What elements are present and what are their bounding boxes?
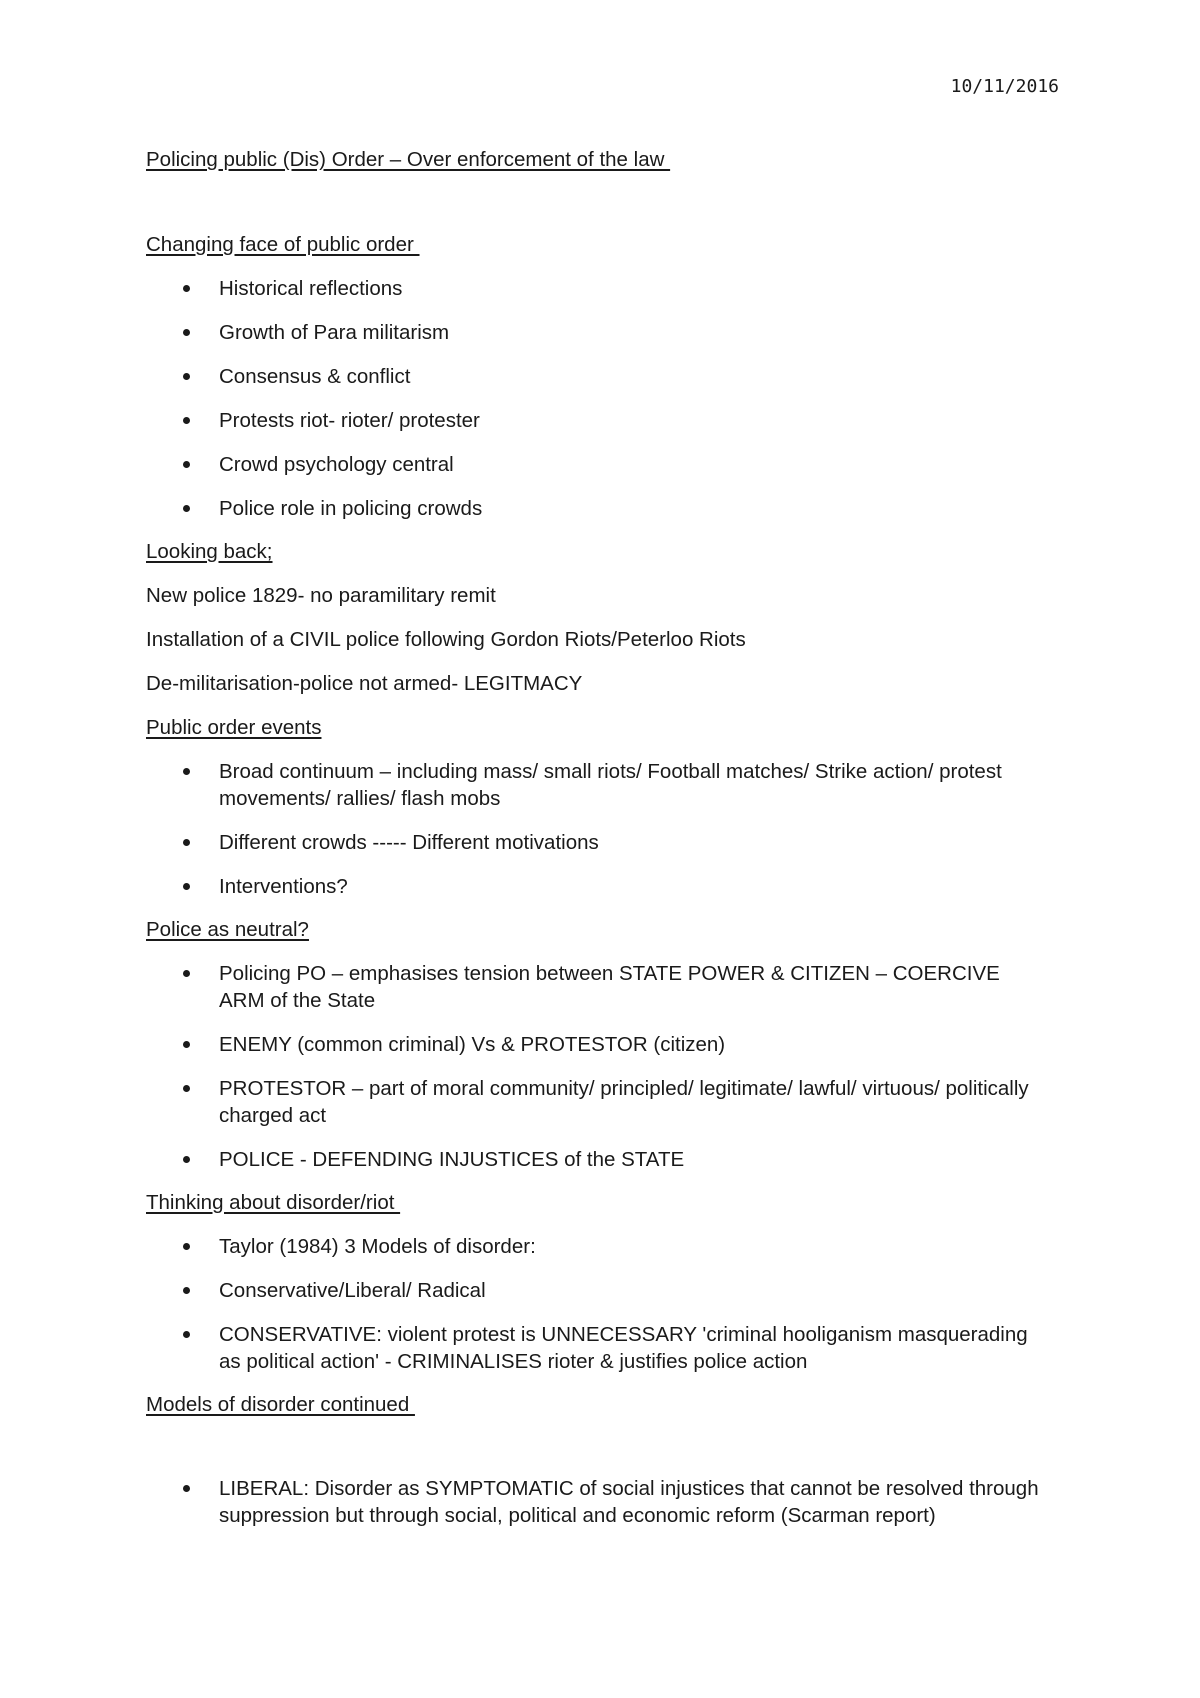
bullet-icon: [183, 1485, 190, 1492]
document-title: Policing public (Dis) Order – Over enforcement of the law: [146, 148, 671, 171]
bullet-icon: [183, 505, 190, 512]
bullet-icon: [183, 1041, 190, 1048]
heading-looking-back: Looking back;: [146, 540, 273, 563]
bullet-icon: [183, 1156, 190, 1163]
list-item: Policing PO – emphasises tension between STATE POWER & CITIZEN – COERCIVE ARM of the State: [146, 960, 1046, 1014]
list-item: ENEMY (common criminal) Vs & PROTESTOR (citizen): [146, 1031, 1046, 1058]
list-item: Growth of Para militarism: [146, 319, 1046, 346]
heading-police-neutral: Police as neutral?: [146, 918, 309, 941]
list-item: Conservative/Liberal/ Radical: [146, 1277, 1046, 1304]
paragraph-line: Installation of a CIVIL police following Gordon Riots/Peterloo Riots: [146, 628, 746, 651]
list-item: Interventions?: [146, 873, 1046, 900]
list-item: Protests riot- rioter/ protester: [146, 407, 1046, 434]
list-item: Broad continuum – including mass/ small riots/ Football matches/ Strike action/ protest movements/ rallies/ flash mobs: [146, 758, 1046, 812]
bullet-icon: [183, 970, 190, 977]
list-item: PROTESTOR – part of moral community/ principled/ legitimate/ lawful/ virtuous/ politically charged act: [146, 1075, 1046, 1129]
paragraph-line: De-militarisation-police not armed- LEGITMACY: [146, 672, 583, 695]
document-body: [146, 147, 1046, 1529]
bullet-icon: [183, 373, 190, 380]
heading-public-order-events: Public order events: [146, 716, 322, 739]
bullet-icon: [183, 329, 190, 336]
list-item: Taylor (1984) 3 Models of disorder:: [146, 1233, 1046, 1260]
list-item: Historical reflections: [146, 275, 1046, 302]
list-item: CONSERVATIVE: violent protest is UNNECESSARY 'criminal hooliganism masquerading as political action' - CRIMINALISES rioter & justifies police action: [146, 1321, 1046, 1375]
bullet-icon: [183, 461, 190, 468]
list-item: Different crowds ----- Different motivations: [146, 829, 1046, 856]
bullet-icon: [183, 883, 190, 890]
bullet-icon: [183, 768, 190, 775]
bullet-icon: [183, 1331, 190, 1338]
bullet-icon: [183, 417, 190, 424]
paragraph-line: New police 1829- no paramilitary remit: [146, 584, 496, 607]
list-item: Crowd psychology central: [146, 451, 1046, 478]
document-date: 10/11/2016: [950, 76, 1059, 97]
list-item: Consensus & conflict: [146, 363, 1046, 390]
bullet-icon: [183, 1287, 190, 1294]
list-item: Police role in policing crowds: [146, 495, 1046, 522]
heading-changing-face: Changing face of public order: [146, 233, 420, 256]
list-item: LIBERAL: Disorder as SYMPTOMATIC of social injustices that cannot be resolved through suppression but through social, political and economic reform (Scarman report): [146, 1475, 1046, 1529]
bullet-icon: [183, 1243, 190, 1250]
heading-thinking-disorder: Thinking about disorder/riot: [146, 1191, 401, 1214]
bullet-icon: [183, 839, 190, 846]
bullet-icon: [183, 1085, 190, 1092]
heading-models-continued: Models of disorder continued: [146, 1393, 415, 1416]
list-item: POLICE - DEFENDING INJUSTICES of the STATE: [146, 1146, 1046, 1173]
bullet-icon: [183, 285, 190, 292]
